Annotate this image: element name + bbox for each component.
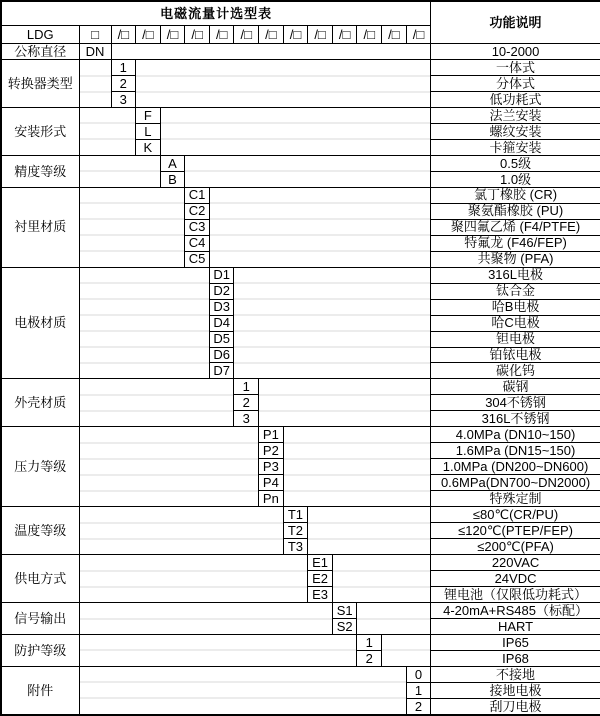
function-value: IP68: [431, 650, 600, 666]
category-label-electrode: 电极材质: [1, 267, 79, 379]
category-label-protection: 防护等级: [1, 634, 79, 666]
function-value: 哈B电极: [431, 299, 600, 315]
code-dn: DN: [79, 44, 111, 60]
model-slot: /□: [357, 26, 382, 44]
code-cell: E1: [308, 555, 333, 571]
function-value: 锂电池（仅限低功耗式）: [431, 587, 600, 603]
function-value: IP65: [431, 634, 600, 650]
code-cell: 1: [357, 634, 382, 650]
category-label-power-supply: 供电方式: [1, 555, 79, 603]
code-cell: Pn: [259, 491, 284, 507]
code-cell: 1: [111, 60, 136, 76]
spacer: [79, 603, 332, 635]
function-value: 聚氨酯橡胶 (PU): [431, 203, 600, 219]
function-value: 316L电极: [431, 267, 600, 283]
model-slot: /□: [283, 26, 308, 44]
function-value: 刮刀电极: [431, 698, 600, 715]
code-cell: T2: [283, 523, 308, 539]
function-value: 钽电极: [431, 331, 600, 347]
function-value: 螺纹安装: [431, 123, 600, 139]
function-value: 共聚物 (PFA): [431, 251, 600, 267]
model-slot: /□: [259, 26, 284, 44]
category-label-accessories: 附件: [1, 666, 79, 715]
function-value: 4-20mA+RS485（标配）: [431, 603, 600, 619]
model-slot: /□: [332, 26, 357, 44]
code-cell: C1: [185, 187, 210, 203]
spacer: [79, 267, 209, 379]
function-value: 316L不锈钢: [431, 411, 600, 427]
model-prefix: LDG: [1, 26, 79, 44]
function-value: 低功耗式: [431, 92, 600, 108]
spacer: [234, 267, 431, 379]
function-value: 钛合金: [431, 283, 600, 299]
function-value: 聚四氟乙烯 (F4/PTFE): [431, 219, 600, 235]
code-cell: P3: [259, 459, 284, 475]
spacer: [185, 155, 431, 187]
function-value: 304不锈钢: [431, 395, 600, 411]
function-column-header: 功能说明: [431, 1, 600, 44]
function-value: 分体式: [431, 76, 600, 92]
spacer: [382, 634, 431, 666]
function-value: 0.6MPa(DN700~DN2000): [431, 475, 600, 491]
code-cell: 2: [234, 395, 259, 411]
spacer: [79, 155, 160, 187]
spacer: [79, 187, 185, 267]
category-label-pressure: 压力等级: [1, 427, 79, 507]
category-label-installation: 安装形式: [1, 107, 79, 155]
model-slot: /□: [382, 26, 407, 44]
code-cell: E3: [308, 587, 333, 603]
function-value: 24VDC: [431, 571, 600, 587]
code-cell: 2: [406, 698, 431, 715]
category-label-diameter: 公称直径: [1, 44, 79, 60]
category-label-lining: 衬里材质: [1, 187, 79, 267]
code-cell: D6: [209, 347, 234, 363]
model-slot: /□: [209, 26, 234, 44]
function-value: 1.0MPa (DN200~DN600): [431, 459, 600, 475]
code-cell: T3: [283, 539, 308, 555]
spacer: [259, 379, 431, 427]
function-value: ≤80℃(CR/PU): [431, 507, 600, 523]
spacer: [79, 107, 136, 155]
function-value: 一体式: [431, 60, 600, 76]
code-cell: 0: [406, 666, 431, 682]
model-slot: /□: [136, 26, 161, 44]
model-box: □: [79, 26, 111, 44]
spacer: [79, 427, 259, 507]
category-label-signal-output: 信号输出: [1, 603, 79, 635]
spacer: [79, 379, 234, 427]
function-value: ≤120℃(PTEP/FEP): [431, 523, 600, 539]
spacer: [79, 634, 357, 666]
model-slot: /□: [308, 26, 333, 44]
spacer: [332, 555, 430, 603]
code-cell: 2: [357, 650, 382, 666]
code-cell: C3: [185, 219, 210, 235]
category-label-housing: 外壳材质: [1, 379, 79, 427]
code-cell: C5: [185, 251, 210, 267]
spacer: [79, 555, 308, 603]
model-slot: /□: [406, 26, 431, 44]
category-label-temperature: 温度等级: [1, 507, 79, 555]
code-cell: D4: [209, 315, 234, 331]
code-cell: P2: [259, 443, 284, 459]
code-cell: A: [160, 155, 185, 171]
function-value: 特殊定制: [431, 491, 600, 507]
code-cell: 3: [111, 92, 136, 108]
code-cell: S1: [332, 603, 357, 619]
code-cell: P1: [259, 427, 284, 443]
code-cell: D1: [209, 267, 234, 283]
function-value: 0.5级: [431, 155, 600, 171]
code-cell: C2: [185, 203, 210, 219]
model-slot: /□: [185, 26, 210, 44]
function-value: 接地电极: [431, 682, 600, 698]
category-label-converter-type: 转换器类型: [1, 60, 79, 108]
function-value: 特氟龙 (F46/FEP): [431, 235, 600, 251]
spacer: [136, 60, 431, 108]
function-value: 10-2000: [431, 44, 600, 60]
spacer: [283, 427, 431, 507]
code-cell: 1: [234, 379, 259, 395]
spacer: [160, 107, 431, 155]
function-value: 1.0级: [431, 171, 600, 187]
spacer: [357, 603, 431, 635]
code-cell: D2: [209, 283, 234, 299]
spacer: [79, 60, 111, 108]
code-cell: P4: [259, 475, 284, 491]
function-value: 不接地: [431, 666, 600, 682]
function-value: 220VAC: [431, 555, 600, 571]
code-cell: S2: [332, 618, 357, 634]
code-cell: 2: [111, 76, 136, 92]
spacer: [308, 507, 431, 555]
function-value: 碳化钨: [431, 363, 600, 379]
code-cell: E2: [308, 571, 333, 587]
code-cell: B: [160, 171, 185, 187]
model-slot: /□: [160, 26, 185, 44]
code-cell: D7: [209, 363, 234, 379]
code-cell: K: [136, 139, 161, 155]
spacer: [79, 666, 406, 715]
code-cell: L: [136, 123, 161, 139]
spacer: [111, 44, 431, 60]
function-value: 碳钢: [431, 379, 600, 395]
spacer: [209, 187, 430, 267]
table-title: 电磁流量计选型表: [1, 1, 431, 26]
code-cell: T1: [283, 507, 308, 523]
function-value: 4.0MPa (DN10~150): [431, 427, 600, 443]
function-value: 氯丁橡胶 (CR): [431, 187, 600, 203]
code-cell: F: [136, 107, 161, 123]
code-cell: 1: [406, 682, 431, 698]
function-value: 哈C电极: [431, 315, 600, 331]
model-slot: /□: [234, 26, 259, 44]
code-cell: D3: [209, 299, 234, 315]
code-cell: 3: [234, 411, 259, 427]
function-value: 法兰安装: [431, 107, 600, 123]
function-value: ≤200℃(PFA): [431, 539, 600, 555]
function-value: 卡箍安装: [431, 139, 600, 155]
code-cell: D5: [209, 331, 234, 347]
spacer: [79, 507, 283, 555]
function-value: 1.6MPa (DN15~150): [431, 443, 600, 459]
model-slot: /□: [111, 26, 136, 44]
category-label-accuracy: 精度等级: [1, 155, 79, 187]
function-value: HART: [431, 618, 600, 634]
function-value: 铂铱电极: [431, 347, 600, 363]
code-cell: C4: [185, 235, 210, 251]
